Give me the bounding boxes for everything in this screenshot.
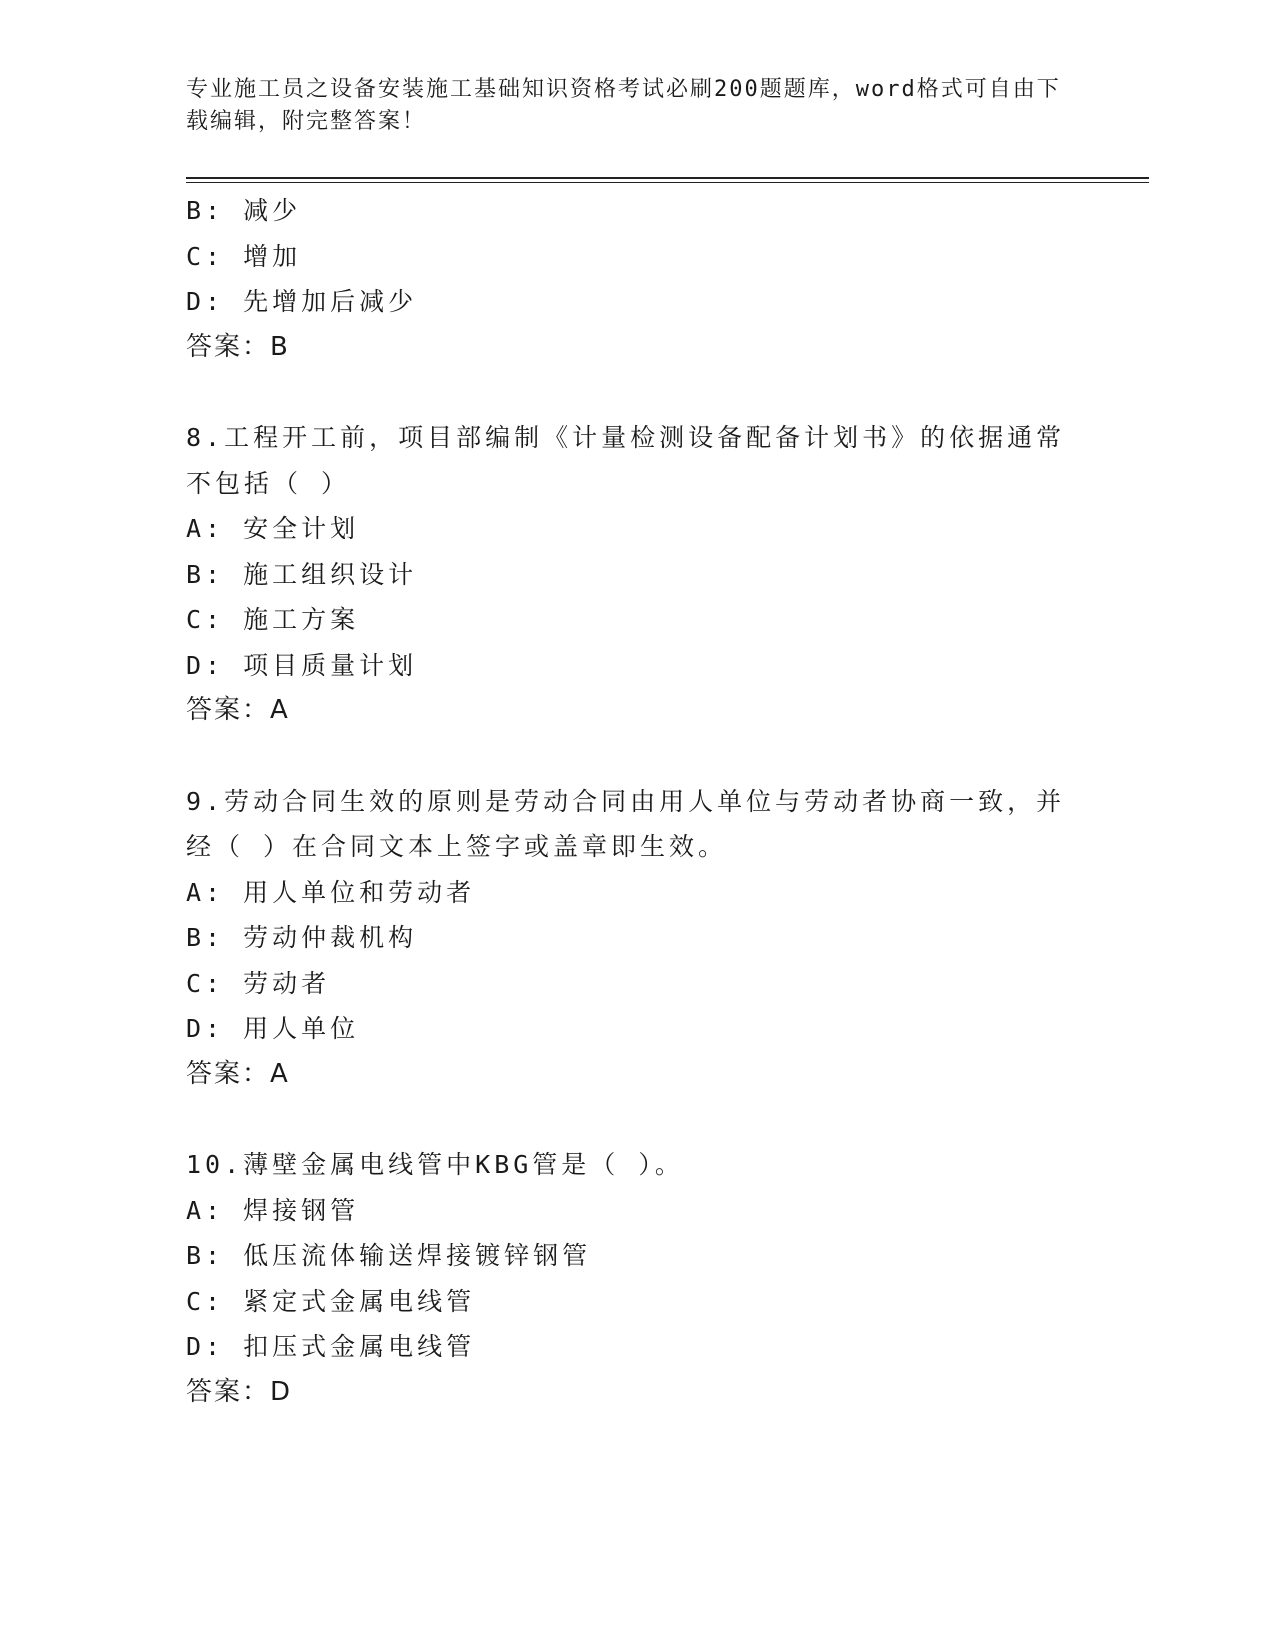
question-7-continued: [186, 188, 1066, 370]
spacer: [186, 370, 1066, 415]
option-d: D: 先增加后减少: [186, 287, 418, 316]
option-d: D: 用人单位: [186, 1014, 360, 1043]
answer-line: 答案：A: [186, 695, 290, 725]
question-stem: 8.工程开工前，项目部编制《计量检测设备配备计划书》的依据通常不包括（ ）: [186, 423, 1066, 498]
question-stem: 9.劳动合同生效的原则是劳动合同由用人单位与劳动者协商一致，并经（ ）在合同文本上签字或盖章即生效。: [186, 786, 1066, 861]
question-stem: 10.薄壁金属电线管中KBG管是（ ）。: [186, 1150, 684, 1179]
document-header: 专业施工员之设备安装施工基础知识资格考试必刷200题题库，word格式可自由下载编辑，附完整答案！: [186, 77, 1061, 134]
option-d: D: 扣压式金属电线管: [186, 1332, 476, 1361]
question-10: [186, 1142, 1066, 1415]
question-8: [186, 415, 1066, 734]
question-list: [186, 188, 1066, 1415]
spacer: [186, 1097, 1066, 1142]
option-a: A: 焊接钢管: [186, 1195, 360, 1225]
option-c: C: 施工方案: [186, 605, 360, 634]
header-rule-thin: [186, 182, 1149, 183]
answer-line: 答案：B: [186, 331, 290, 362]
answer-line: 答案：D: [186, 1376, 293, 1407]
option-a: A: 用人单位和劳动者: [186, 877, 476, 907]
answer-line: 答案：A: [186, 1058, 290, 1089]
option-b: B: 低压流体输送焊接镀锌钢管: [186, 1241, 592, 1270]
option-c: C: 增加: [186, 241, 302, 271]
option-b: B: 减少: [186, 196, 302, 225]
option-c: C: 紧定式金属电线管: [186, 1286, 476, 1316]
header-rule-thick: [186, 177, 1149, 179]
option-b: B: 劳动仲裁机构: [186, 923, 418, 952]
question-9: [186, 779, 1066, 1098]
option-c: C: 劳动者: [186, 968, 331, 998]
spacer: [186, 734, 1066, 779]
option-a: A: 安全计划: [186, 514, 360, 543]
option-d: D: 项目质量计划: [186, 650, 418, 680]
option-b: B: 施工组织设计: [186, 559, 418, 589]
